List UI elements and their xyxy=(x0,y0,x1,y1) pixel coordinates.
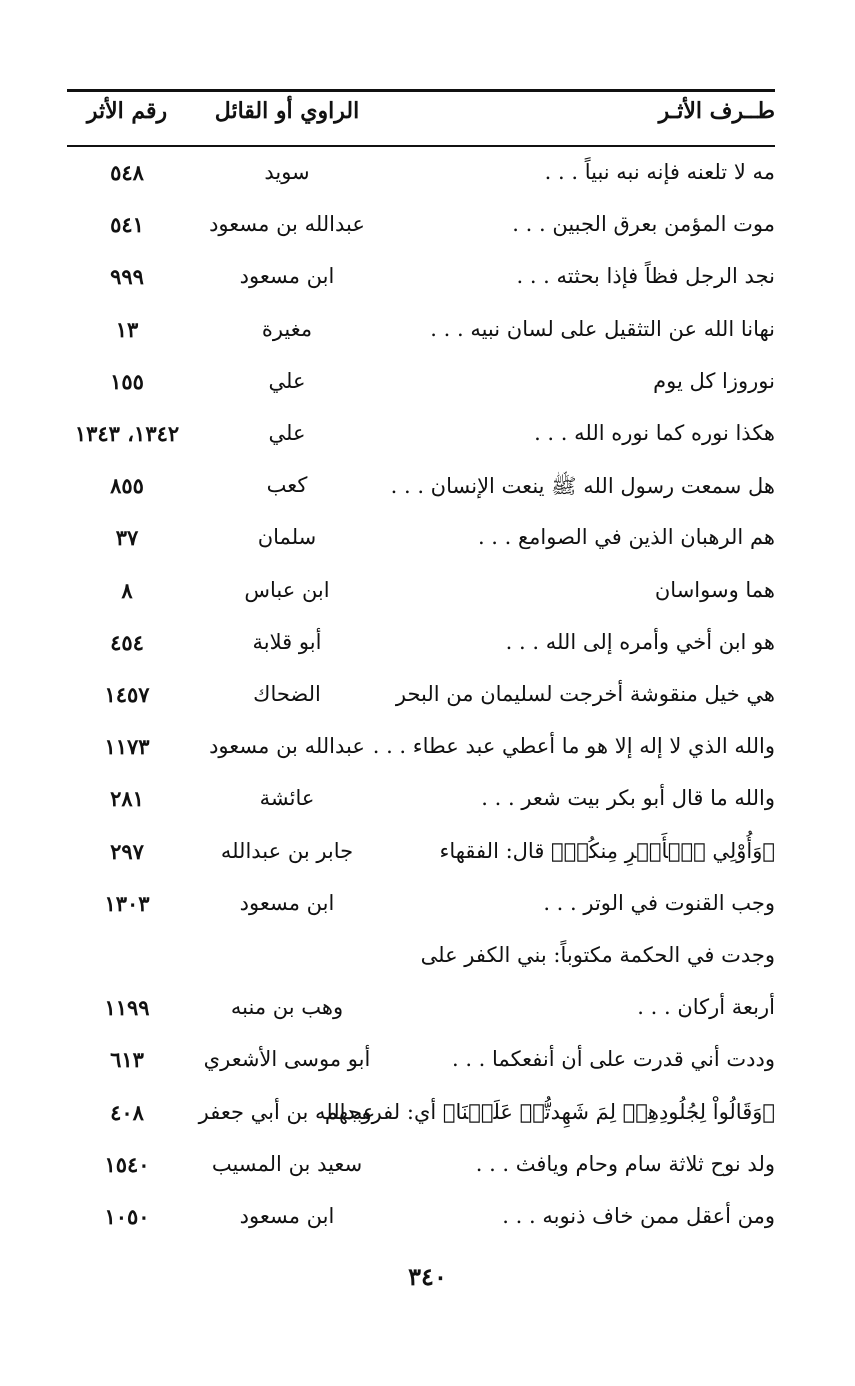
page-number: ٣٤٠ xyxy=(408,1262,447,1291)
table-row xyxy=(67,1204,775,1244)
entry-text: نهانا الله عن التثقيل على لسان نبيه . . . xyxy=(430,316,775,341)
table-row xyxy=(67,682,775,722)
table-row xyxy=(67,578,775,618)
table-row xyxy=(67,630,775,670)
entry-narrator: ابن مسعود xyxy=(239,264,335,289)
entry-number: ١٣٠٣ xyxy=(104,890,150,916)
table-header xyxy=(67,98,775,138)
entry-narrator: ابن عباس xyxy=(244,577,330,602)
table-row xyxy=(67,1047,775,1087)
entry-text: وجدت في الحكمة مكتوباً: بني الكفر على xyxy=(420,943,775,967)
entry-narrator: سعيد بن المسيب xyxy=(211,1151,363,1176)
entry-number: ١٤٥٧ xyxy=(104,682,150,707)
entry-narrator: سويد xyxy=(264,160,310,184)
entry-text: هل سمعت رسول الله ﷺ ينعت الإنسان . . . xyxy=(390,474,775,499)
entry-text: هو ابن أخي وأمره إلى الله . . . xyxy=(505,629,775,654)
table-row xyxy=(67,839,775,879)
table-row xyxy=(67,1100,775,1140)
entry-number: ٩٩٩ xyxy=(110,264,144,290)
table-row xyxy=(67,995,775,1035)
entry-number: ١١٧٣ xyxy=(104,734,150,760)
entry-number: ٨٥٥ xyxy=(110,473,144,499)
entry-number: ١٥٥ xyxy=(110,368,144,394)
entry-text: والله الذي لا إله إلا هو ما أعطي عبد عطاء . . . xyxy=(372,734,775,759)
entry-narrator: ابن مسعود xyxy=(239,890,335,915)
entry-number: ١٠٥٠ xyxy=(104,1204,150,1229)
entry-narrator: ابن مسعود xyxy=(239,1204,335,1228)
header-rule xyxy=(67,145,775,147)
entry-number: ٢٩٧ xyxy=(110,838,144,864)
table-row xyxy=(67,891,775,931)
entry-number: ٣٧ xyxy=(115,525,139,551)
entry-number: ٦١٣ xyxy=(110,1047,144,1073)
table-row xyxy=(67,1152,775,1192)
table-row xyxy=(67,369,775,409)
entry-narrator: كعب xyxy=(266,473,308,498)
entry-text: هما وسواسان xyxy=(654,577,775,602)
entry-number: ١٥٤٠ xyxy=(104,1151,150,1177)
entry-text: وددت أني قدرت على أن أنفعكما . . . xyxy=(451,1047,775,1072)
entry-narrator: أبو قلابة xyxy=(252,629,322,654)
entry-narrator: عبدالله بن مسعود xyxy=(209,734,365,759)
table-row xyxy=(67,212,775,252)
entry-text: والله ما قال أبو بكر بيت شعر . . . xyxy=(481,786,775,811)
entry-number: ٥٤١ xyxy=(110,212,144,238)
header-text-column: طــرف الأثـر xyxy=(658,98,775,124)
entry-text: هكذا نوره كما نوره الله . . . xyxy=(534,421,775,445)
entry-narrator: علي xyxy=(268,368,306,393)
entry-text: هي خيل منقوشة أخرجت لسليمان من البحر xyxy=(395,682,775,706)
entry-number: ٥٤٨ xyxy=(110,160,144,185)
entry-text: ﴿وَقَالُواْ لِجُلُودِهِمۡ لِمَ شَهِدتُّمۡ عَلَيۡنَا﴾ أي: لفروجهم xyxy=(324,1099,775,1124)
entry-narrator: مغيرة xyxy=(261,316,313,341)
entry-narrator: عبدالله بن أبي جعفر xyxy=(198,1099,376,1124)
entry-text: موت المؤمن بعرق الجبين . . . xyxy=(512,212,775,237)
table-row xyxy=(67,473,775,513)
top-rule xyxy=(67,89,775,92)
entry-text: مه لا تلعنه فإنه نبه نبياً . . . xyxy=(544,160,775,184)
table-row xyxy=(67,786,775,826)
entry-narrator: سلمان xyxy=(257,525,317,550)
table-row xyxy=(67,160,775,200)
entry-number: ١١٩٩ xyxy=(104,995,150,1021)
entry-text: هم الرهبان الذين في الصوامع . . . xyxy=(477,525,775,550)
entry-text: ﴿وَأُوْلِي ٱلۡأَمۡرِ مِنكُمۡ﴾ قال: الفقهاء xyxy=(439,838,775,863)
entry-narrator: عبدالله بن مسعود xyxy=(209,212,365,237)
entry-narrator: جابر بن عبدالله xyxy=(220,838,354,863)
entry-number: ٢٨١ xyxy=(110,786,144,812)
entry-text: وجب القنوت في الوتر . . . xyxy=(543,890,775,915)
entry-number: ٤٠٨ xyxy=(110,1099,144,1125)
table-row xyxy=(67,943,775,983)
entry-text: نجد الرجل فظاً فإذا بحثته . . . xyxy=(516,264,775,289)
entry-narrator: عائشة xyxy=(259,786,315,811)
table-row xyxy=(67,421,775,461)
entry-number: ١٣٤٢، ١٣٤٣ xyxy=(74,421,180,446)
entry-narrator: أبو موسى الأشعري xyxy=(203,1047,371,1072)
entry-text: نوروزا كل يوم xyxy=(653,368,775,393)
entry-number: ١٣ xyxy=(115,316,139,342)
entry-narrator: الضحاك xyxy=(253,682,321,706)
header-number-column: رقم الأثر xyxy=(86,98,168,124)
table-row xyxy=(67,264,775,304)
entry-narrator: علي xyxy=(268,421,306,445)
table-row xyxy=(67,317,775,357)
entry-narrator: وهب بن منبه xyxy=(230,995,344,1020)
entry-text: ومن أعقل ممن خاف ذنوبه . . . xyxy=(502,1204,775,1228)
entry-text: أربعة أركان . . . xyxy=(637,995,775,1020)
entry-number: ٤٥٤ xyxy=(110,629,144,655)
header-narrator-column: الراوي أو القائل xyxy=(214,98,360,124)
table-row xyxy=(67,525,775,565)
entry-number: ٨ xyxy=(121,577,133,603)
table-row xyxy=(67,734,775,774)
entry-text: ولد نوح ثلاثة سام وحام ويافث . . . xyxy=(475,1151,775,1176)
